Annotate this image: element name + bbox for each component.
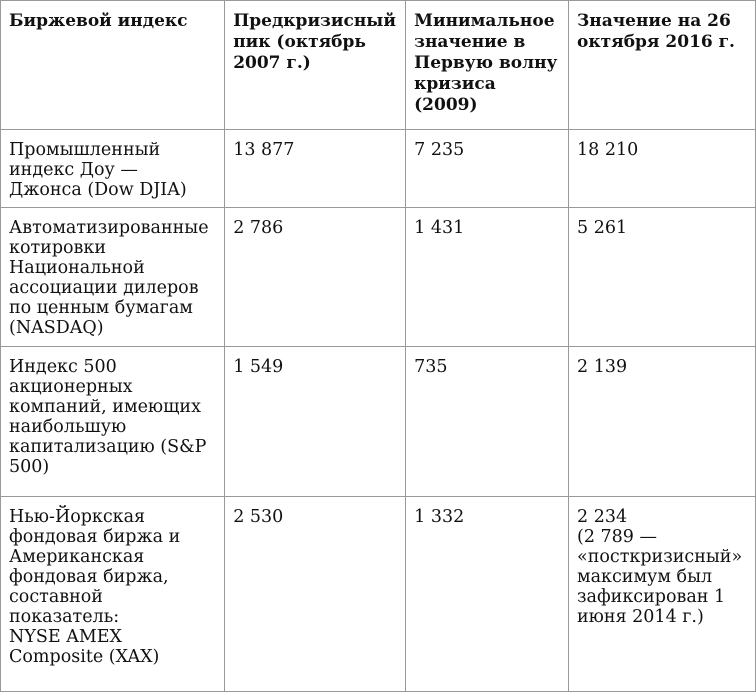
cell-value-2016: 2 234 (2 789 — «посткризисный» максимум был зафиксирован 1 июня 2014 г.) bbox=[569, 497, 756, 692]
table-row bbox=[1, 208, 756, 347]
header-index: Биржевой индекс bbox=[1, 1, 225, 130]
header-peak-2007: Предкризисный пик (октябрь 2007 г.) bbox=[225, 1, 406, 130]
cell-min-2009: 1 431 bbox=[406, 208, 569, 347]
cell-min-2009: 735 bbox=[406, 347, 569, 497]
cell-index: Промышленный индекс Доу — Джонса (Dow DJIA) bbox=[1, 130, 225, 208]
cell-value-2016: 5 261 bbox=[569, 208, 756, 347]
cell-peak-2007: 2 786 bbox=[225, 208, 406, 347]
cell-peak-2007: 1 549 bbox=[225, 347, 406, 497]
cell-value-2016: 2 139 bbox=[569, 347, 756, 497]
header-min-2009: Минимальное значение в Первую волну кризиса (2009) bbox=[406, 1, 569, 130]
table-row bbox=[1, 130, 756, 208]
table-row bbox=[1, 497, 756, 692]
table-header-row bbox=[1, 1, 756, 130]
cell-index: Автоматизированные котировки Национальной ассоциации дилеров по ценным бумагам (NASDAQ) bbox=[1, 208, 225, 347]
cell-min-2009: 1 332 bbox=[406, 497, 569, 692]
cell-value-2016: 18 210 bbox=[569, 130, 756, 208]
cell-index: Индекс 500 акционерных компаний, имеющих наибольшую капитализацию (S&P 500) bbox=[1, 347, 225, 497]
cell-min-2009: 7 235 bbox=[406, 130, 569, 208]
cell-peak-2007: 2 530 bbox=[225, 497, 406, 692]
header-value-2016: Значение на 26 октября 2016 г. bbox=[569, 1, 756, 130]
cell-index: Нью-Йоркская фондовая биржа и Американская фондовая биржа, составной показатель: NYSE AMEX Composite (XAX) bbox=[1, 497, 225, 692]
table-row bbox=[1, 347, 756, 497]
cell-peak-2007: 13 877 bbox=[225, 130, 406, 208]
